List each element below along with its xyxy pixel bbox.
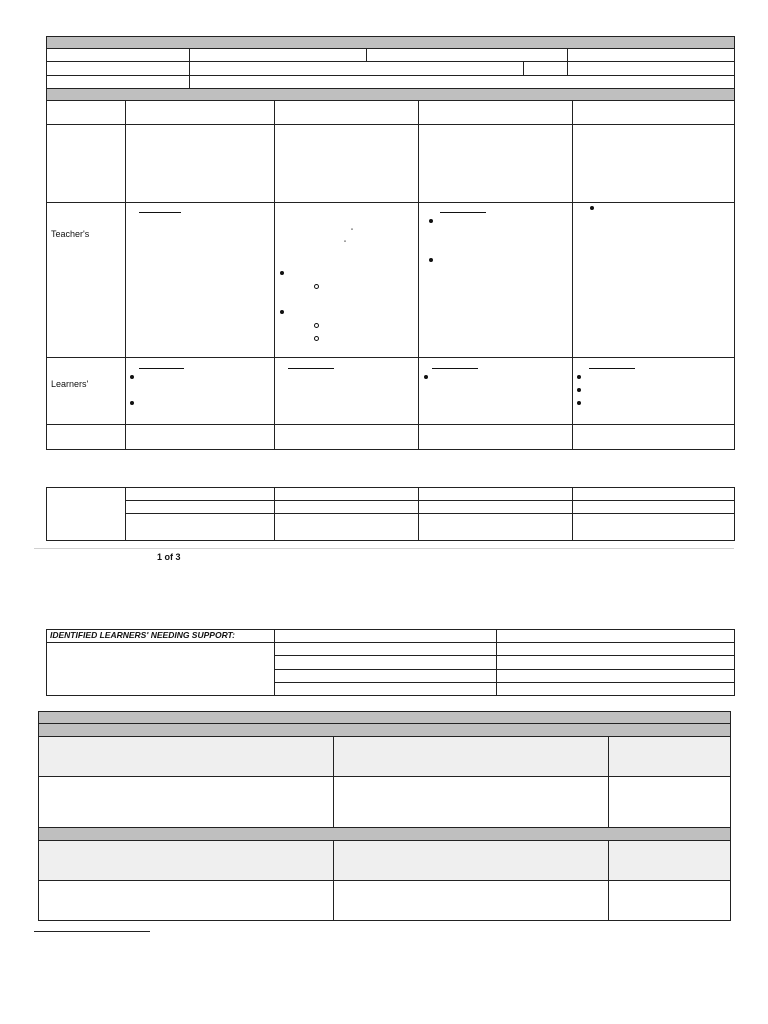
reflection-header-1	[39, 737, 730, 776]
header-info-grid	[46, 48, 735, 89]
reflection-section-bar-1	[38, 723, 731, 737]
bullet-icon	[280, 310, 284, 314]
underline-mark	[288, 368, 334, 369]
sub-bullet-icon	[314, 284, 319, 289]
sub-bullet-icon	[314, 336, 319, 341]
footnote-rule	[34, 931, 150, 932]
row-label-teachers: Teacher's	[51, 229, 90, 239]
quote-mark: "	[351, 229, 354, 235]
row-label-learners: Learners'	[51, 379, 89, 389]
bullet-icon	[424, 375, 428, 379]
page-number: 1 of 3	[157, 552, 181, 562]
bullet-icon	[280, 271, 284, 275]
bullet-icon	[429, 258, 433, 262]
lesson-table-frame	[46, 100, 735, 450]
bullet-icon	[577, 388, 581, 392]
page-separator	[34, 548, 734, 549]
quote-mark: "	[344, 241, 347, 247]
underline-mark	[440, 212, 486, 213]
reflection-section-bar-2	[38, 827, 731, 841]
bullet-icon	[429, 219, 433, 223]
bullet-icon	[590, 206, 594, 210]
remarks-table-frame	[46, 487, 735, 541]
underline-mark	[139, 368, 184, 369]
underline-mark	[589, 368, 635, 369]
bullet-icon	[130, 375, 134, 379]
bullet-icon	[130, 401, 134, 405]
underline-mark	[432, 368, 478, 369]
reflection-header-2	[39, 841, 730, 880]
underline-mark	[139, 212, 181, 213]
bullet-icon	[577, 375, 581, 379]
sub-bullet-icon	[314, 323, 319, 328]
bullet-icon	[577, 401, 581, 405]
support-header: IDENTIFIED LEARNERS' NEEDING SUPPORT:	[50, 630, 235, 640]
